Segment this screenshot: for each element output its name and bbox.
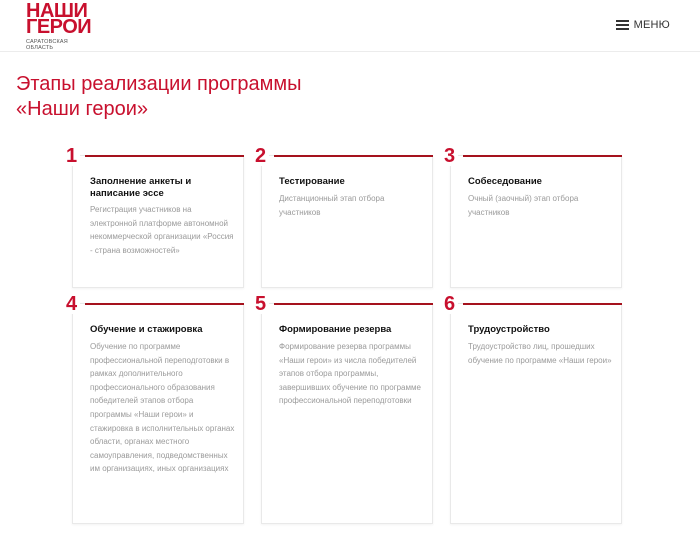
step-number: 1: [66, 146, 80, 166]
page-title-line-2: «Наши герои»: [16, 98, 148, 120]
step-title: Формирование резерва: [279, 324, 392, 335]
step-description: Обучение по программе профессиональной переподготовки в рамках дополнительного профессионального образования победителей этапов отбора программы «Наши герои» и стажировка в исполнительных органах области, органах местного самоуправления, подведомственных им организациях, иных организациях: [90, 342, 235, 474]
step-description: Трудоустройство лиц, прошедших обучение по программе «Наши герои»: [468, 342, 612, 365]
step-divider: [85, 155, 244, 157]
logo-line-1: НАШИ: [26, 0, 88, 22]
logo-subtitle-1: САРАТОВСКАЯ: [26, 39, 68, 45]
step-description: Очный (заочный) этап отбора участников: [468, 194, 579, 217]
step-number: 4: [66, 294, 80, 314]
menu-button[interactable]: [616, 17, 670, 33]
logo[interactable]: [26, 0, 106, 51]
step-divider: [463, 155, 622, 157]
logo-line-2: ГЕРОИ: [26, 16, 92, 38]
step-title: Трудоустройство: [468, 324, 550, 335]
step-title: Обучение и стажировка: [90, 324, 203, 335]
step-divider: [85, 303, 244, 305]
page-title-line-1: Этапы реализации программы: [16, 73, 302, 95]
step-divider: [274, 303, 433, 305]
hamburger-icon: [616, 20, 629, 30]
page-title: [16, 72, 436, 122]
step-card-2: [255, 145, 433, 288]
step-card-3: [444, 145, 622, 288]
step-title: Тестирование: [279, 176, 345, 187]
step-description: Дистанционный этап отбора участников: [279, 194, 385, 217]
step-number: 6: [444, 294, 458, 314]
logo-subtitle-2: ОБЛАСТЬ: [26, 45, 54, 51]
step-card-6: [444, 293, 622, 524]
menu-label: МЕНЮ: [633, 19, 670, 31]
step-divider: [463, 303, 622, 305]
main-content: [0, 52, 700, 536]
step-card-5: [255, 293, 433, 524]
step-number: 3: [444, 146, 458, 166]
step-number: 2: [255, 146, 269, 166]
step-title: Собеседование: [468, 176, 542, 187]
step-divider: [274, 155, 433, 157]
step-description: Регистрация участников на электронной платформе автономной некоммерческой организации «Россия - страна возможностей»: [90, 205, 234, 255]
site-header: [0, 0, 700, 52]
step-number: 5: [255, 294, 269, 314]
step-card-4: [66, 293, 244, 524]
step-title: Заполнение анкеты и написание эссе: [90, 176, 192, 199]
step-description: Формирование резерва программы «Наши герои» из числа победителей этапов отбора программы, завершивших обучение по программе профессиональной переподготовки: [279, 342, 421, 406]
step-card-1: [66, 145, 244, 288]
